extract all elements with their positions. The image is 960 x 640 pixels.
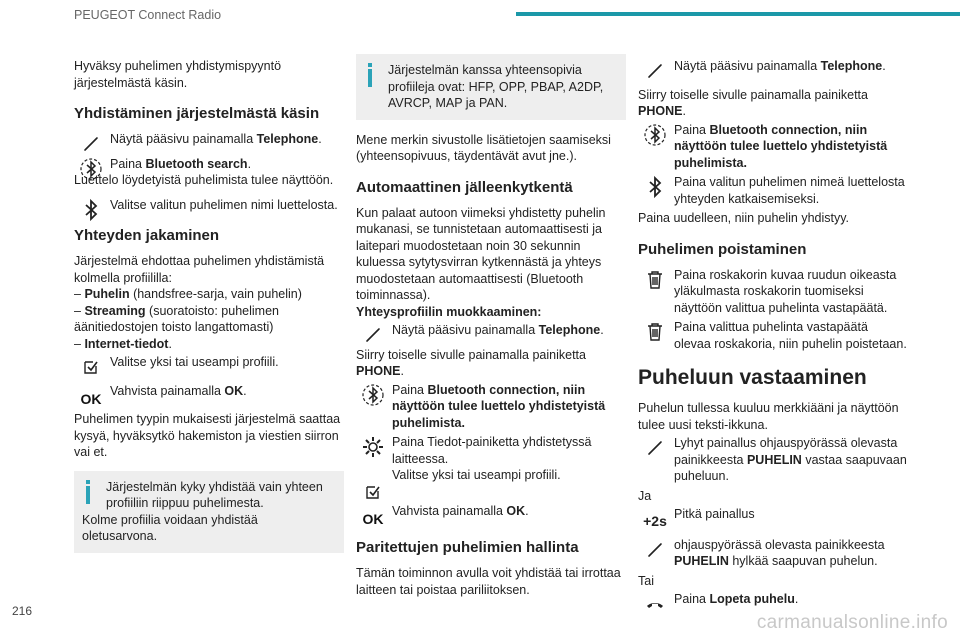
column-1 [74, 58, 344, 565]
trash-icon [642, 267, 668, 293]
instruction-details: Paina Tiedot-painiketta yhdistetyssä laitteessa. Valitse yksi tai useampi profiili. [356, 434, 626, 484]
answer-intro: Puhelun tullessa kuuluu merkkiääni ja näyttöön tulee uusi teksti-ikkuna. [638, 401, 899, 432]
instruction-select-phone: Valitse valitun puhelimen nimi luettelosta. [74, 197, 344, 214]
watermark: carmanualsonline.info [756, 612, 948, 633]
heading-answer-call: Puheluun vastaaminen [638, 366, 867, 389]
heading-manual-connect: Yhdistäminen järjestelmästä käsin [74, 105, 320, 122]
trash-icon [642, 319, 668, 345]
instruction-telephone: Näytä pääsivu painamalla Telephone. [356, 322, 626, 339]
instruction-bluetooth-search: Paina Bluetooth search. Luettelo löydetyistä puhelimista tulee näyttöön. [74, 156, 334, 187]
intro-text: Hyväksy puhelimen yhdistymispyyntö järjestelmästä käsin. [74, 59, 282, 90]
bluetooth-search-icon [360, 382, 386, 408]
ok-icon: OK [80, 391, 102, 408]
sharing-note: Puhelimen tyypin mukaisesti järjestelmä saattaa kysyä, hyväksytkö hakemiston ja viestien siirron vai et. [74, 412, 341, 459]
column-2 [356, 58, 626, 608]
instruction-bluetooth-connection: Paina Bluetooth connection, niin näyttöön tulee luettelo yhdistetyistä puhelimista. [356, 382, 626, 432]
sharing-intro: Järjestelmä ehdottaa puhelimen yhdistämistä kolmella profiililla: [74, 254, 325, 285]
ok-icon: OK [362, 511, 384, 528]
instruction-trash-delete: Paina valittua puhelinta vastapäätä olevaa roskakoria, niin puhelin poistetaan. [638, 319, 908, 352]
instruction-confirm-ok: OK Vahvista painamalla OK. [356, 503, 626, 520]
gear-icon [360, 434, 386, 460]
and-text: Ja [638, 488, 652, 503]
page-number: 216 [12, 604, 33, 618]
info-icon [86, 480, 91, 504]
hang-up-icon [642, 591, 668, 617]
profile-list [74, 286, 344, 352]
instruction-select-profiles: Valitse yksi tai useampi profiili. [74, 354, 344, 371]
instruction-telephone: Näytä pääsivu painamalla Telephone. [74, 131, 344, 148]
long-press-icon: +2s [643, 512, 667, 529]
bluetooth-search-icon [642, 122, 668, 148]
phone-handset-icon [642, 435, 668, 461]
other-page-text: Siirry toiselle sivulle painamalla painiketta PHONE. [356, 347, 586, 378]
list-item: – Internet-tiedot. [74, 336, 172, 351]
list-item: – Streaming (suoratoisto: puhelimen äänitiedostojen toisto langattomasti) [74, 303, 279, 334]
instruction-short-press: Lyhyt painallus ohjauspyörässä olevasta painikkeesta PUHELIN vastaa saapuvaan puheluun. [638, 435, 908, 485]
instruction-telephone: Näytä pääsivu painamalla Telephone. [638, 58, 908, 75]
info-note-profiles: Järjestelmän kanssa yhteensopivia profiileja ovat: HFP, OPP, PBAP, A2DP, AVRCP, MAP ja PAN. [356, 54, 626, 120]
heading-paired-phones: Paritettujen puhelimien hallinta [356, 539, 579, 556]
other-page-text: Siirry toiselle sivulle painamalla painiketta PHONE. [638, 87, 868, 118]
column-3 [638, 58, 908, 616]
paired-text: Tämän toiminnon avulla voit yhdistää tai irrottaa laitteen tai poistaa pariliitoksen. [356, 566, 621, 597]
bluetooth-search-icon [78, 156, 104, 182]
heading-delete-phone: Puhelimen poistaminen [638, 240, 807, 258]
instruction-trash-show: Paina roskakorin kuvaa ruudun oikeasta yläkulmasta roskakorin tuomiseksi näyttöön valittua puhelinta vastapäätä. [638, 267, 908, 317]
phone-handset-icon [642, 537, 668, 563]
checkbox-icon [78, 354, 104, 380]
edit-profile-label: Yhteysprofiilin muokkaaminen: [356, 304, 542, 319]
more-info-text: Mene merkin sivustolle lisätietojen saamiseksi (yhteensopivuus, täydentävät avut jne.). [356, 132, 611, 163]
instruction-reject: ohjauspyörässä olevasta painikkeesta PUHELIN hylkää saapuvan puhelun. [638, 537, 908, 570]
heading-sharing: Yhteyden jakaminen [74, 227, 220, 244]
phone-handset-icon [642, 58, 668, 84]
header-title: PEUGEOT Connect Radio [74, 8, 222, 22]
header-accent-bar [516, 12, 960, 16]
heading-auto-reconnect: Automaattinen jälleenkytkentä [356, 178, 573, 196]
phone-handset-icon [360, 322, 386, 348]
info-icon [368, 63, 373, 87]
instruction-disconnect: Paina valitun puhelimen nimeä luettelosta yhteyden katkaisemiseksi. [638, 174, 908, 207]
bluetooth-icon [78, 197, 104, 223]
list-item: – Puhelin (handsfree-sarja, vain puhelin) [74, 287, 302, 301]
phone-handset-icon [78, 131, 104, 157]
instruction-long-press: +2s Pitkä painallus [638, 506, 908, 523]
bluetooth-icon [642, 174, 668, 200]
auto-reconnect-text: Kun palaat autoon viimeksi yhdistetty puhelin mukanasi, se tunnistetaan automaattisesti ja laitepari muodostetaan noin 30 sekunnin kuluessa sytytysvirran kytkennästä ja yhteys muodostetaan automaattisesti (Bluetooth toiminnassa). [356, 205, 606, 302]
or-text: Tai [638, 573, 654, 588]
instruction-confirm-ok: OK Vahvista painamalla OK. [74, 383, 344, 400]
checkbox-icon [360, 479, 386, 505]
info-note: Järjestelmän kyky yhdistää vain yhteen profiiliin riippuu puhelimesta. Kolme profiilia voidaan yhdistää oletusarvona. [74, 471, 344, 553]
instruction-end-call: Paina Lopeta puhelu. [638, 591, 908, 608]
reconnect-text: Paina uudelleen, niin puhelin yhdistyy. [638, 211, 850, 225]
instruction-bluetooth-connection: Paina Bluetooth connection, niin näyttöön tulee luettelo yhdistetyistä puhelimista. [638, 122, 908, 172]
instruction-select-profiles [356, 485, 626, 495]
